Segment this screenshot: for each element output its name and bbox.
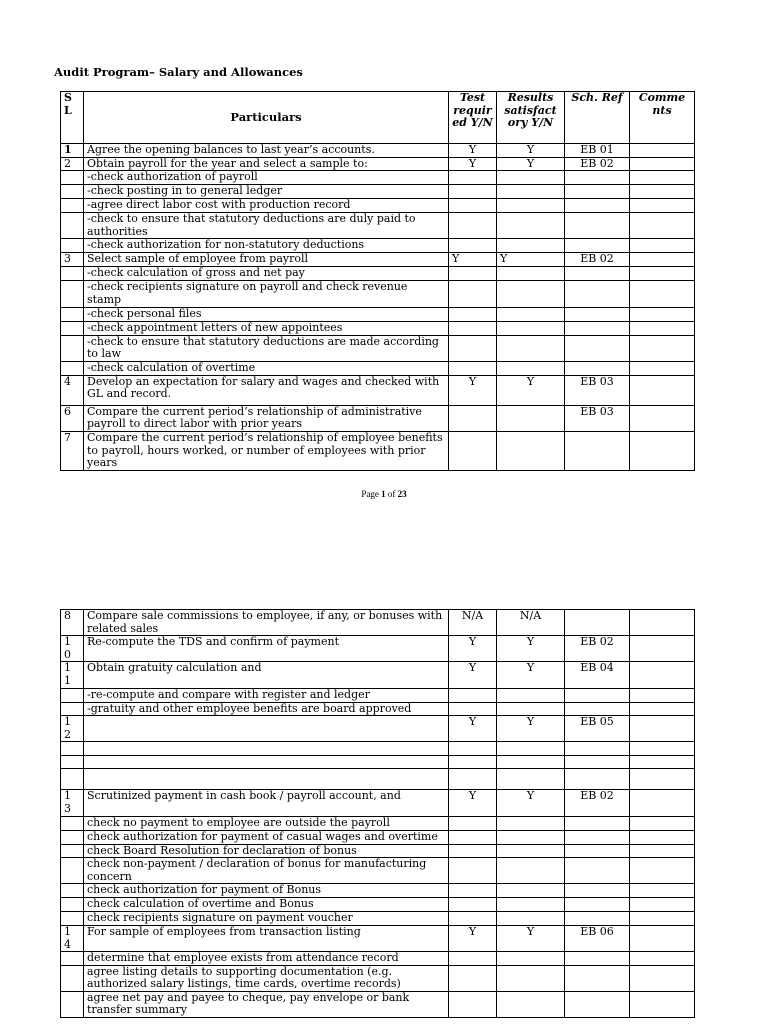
- test-required-cell: [449, 199, 497, 213]
- header-sch-ref: Sch. Ref: [565, 92, 630, 144]
- results-cell: [497, 405, 565, 431]
- sch-ref-cell: [565, 688, 630, 702]
- sch-ref-cell: [565, 816, 630, 830]
- footer-page-number: 1: [381, 489, 386, 499]
- test-required-cell: [449, 405, 497, 431]
- table-row: [61, 844, 695, 858]
- sch-ref-cell: [565, 769, 630, 790]
- table-row: [61, 199, 695, 213]
- particulars-cell: [84, 716, 449, 742]
- particulars-cell: check calculation of overtime and Bonus: [84, 898, 449, 912]
- footer-page-label: Page: [361, 489, 379, 499]
- table-row: [61, 213, 695, 239]
- sl-cell: [61, 816, 84, 830]
- sch-ref-cell: [565, 213, 630, 239]
- sch-ref-cell: [565, 844, 630, 858]
- particulars-cell: -check authorization of payroll: [84, 171, 449, 185]
- sl-cell: [61, 281, 84, 307]
- comments-cell: [630, 965, 695, 991]
- comments-cell: [630, 610, 695, 636]
- test-required-cell: [449, 830, 497, 844]
- sch-ref-cell: [565, 952, 630, 966]
- test-required-cell: [449, 431, 497, 470]
- comments-cell: [630, 925, 695, 951]
- results-cell: [497, 361, 565, 375]
- test-required-cell: [449, 688, 497, 702]
- table-row: [61, 239, 695, 253]
- results-cell: Y: [497, 253, 565, 267]
- test-required-cell: [449, 239, 497, 253]
- sch-ref-cell: [565, 610, 630, 636]
- table-row: [61, 144, 695, 158]
- results-cell: Y: [497, 662, 565, 688]
- audit-table-page-1: [60, 91, 695, 471]
- sl-cell: [61, 688, 84, 702]
- sl-cell: 1 0: [61, 636, 84, 662]
- sch-ref-cell: EB 03: [565, 405, 630, 431]
- comments-cell: [630, 213, 695, 239]
- results-cell: [497, 702, 565, 716]
- particulars-cell: check authorization for payment of casual wages and overtime: [84, 830, 449, 844]
- particulars-cell: -check to ensure that statutory deductions are duly paid to authorities: [84, 213, 449, 239]
- particulars-cell: -gratuity and other employee benefits are board approved: [84, 702, 449, 716]
- table-row: [61, 185, 695, 199]
- test-required-cell: Y: [449, 925, 497, 951]
- particulars-cell: agree listing details to supporting documentation (e.g. authorized salary listings, time cards, overtime records): [84, 965, 449, 991]
- comments-cell: [630, 756, 695, 769]
- results-cell: [497, 884, 565, 898]
- sl-cell: 2: [61, 157, 84, 171]
- comments-cell: [630, 361, 695, 375]
- table-row: [61, 157, 695, 171]
- results-cell: Y: [497, 790, 565, 816]
- header-test-required: Test requir ed Y/N: [449, 92, 497, 144]
- test-required-cell: [449, 171, 497, 185]
- sl-cell: [61, 844, 84, 858]
- sch-ref-cell: [565, 702, 630, 716]
- results-cell: [497, 844, 565, 858]
- sch-ref-cell: [565, 281, 630, 307]
- test-required-cell: [449, 858, 497, 884]
- comments-cell: [630, 321, 695, 335]
- test-required-cell: Y: [449, 144, 497, 158]
- sl-cell: [61, 185, 84, 199]
- sch-ref-cell: [565, 307, 630, 321]
- test-required-cell: Y: [449, 790, 497, 816]
- sch-ref-cell: [565, 858, 630, 884]
- table-row: [61, 790, 695, 816]
- test-required-cell: [449, 952, 497, 966]
- sl-cell: [61, 952, 84, 966]
- results-cell: [497, 307, 565, 321]
- comments-cell: [630, 267, 695, 281]
- test-required-cell: [449, 756, 497, 769]
- sl-cell: 1: [61, 144, 84, 158]
- comments-cell: [630, 769, 695, 790]
- sch-ref-cell: [565, 199, 630, 213]
- comments-cell: [630, 790, 695, 816]
- test-required-cell: [449, 844, 497, 858]
- results-cell: [497, 756, 565, 769]
- test-required-cell: [449, 884, 497, 898]
- sl-cell: 1 2: [61, 716, 84, 742]
- sl-cell: 4: [61, 375, 84, 405]
- table-row: [61, 431, 695, 470]
- results-cell: [497, 769, 565, 790]
- results-cell: [497, 171, 565, 185]
- footer-page-total: 23: [397, 489, 407, 499]
- page-footer: [0, 489, 768, 499]
- sl-cell: [61, 756, 84, 769]
- table-row: [61, 281, 695, 307]
- results-cell: [497, 281, 565, 307]
- test-required-cell: [449, 702, 497, 716]
- particulars-cell: Agree the opening balances to last year’s accounts.: [84, 144, 449, 158]
- sch-ref-cell: [565, 239, 630, 253]
- sch-ref-cell: EB 02: [565, 790, 630, 816]
- particulars-cell: Obtain gratuity calculation and: [84, 662, 449, 688]
- results-cell: [497, 816, 565, 830]
- sl-cell: [61, 830, 84, 844]
- sch-ref-cell: [565, 321, 630, 335]
- sch-ref-cell: EB 04: [565, 662, 630, 688]
- test-required-cell: [449, 965, 497, 991]
- results-cell: [497, 952, 565, 966]
- sl-cell: [61, 769, 84, 790]
- table-row: [61, 952, 695, 966]
- header-results: Results satisfact ory Y/N: [497, 92, 565, 144]
- results-cell: [497, 858, 565, 884]
- table-row: [61, 405, 695, 431]
- table-row: [61, 375, 695, 405]
- header-sl: S L: [61, 92, 84, 144]
- test-required-cell: [449, 816, 497, 830]
- table-row: [61, 636, 695, 662]
- results-cell: [497, 965, 565, 991]
- table-row: [61, 965, 695, 991]
- test-required-cell: [449, 911, 497, 925]
- document-title: Audit Program– Salary and Allowances: [54, 65, 303, 79]
- test-required-cell: [449, 991, 497, 1017]
- sch-ref-cell: [565, 830, 630, 844]
- particulars-cell: agree net pay and payee to cheque, pay envelope or bank transfer summary: [84, 991, 449, 1017]
- results-cell: [497, 213, 565, 239]
- table-row: [61, 702, 695, 716]
- particulars-cell: -check personal files: [84, 307, 449, 321]
- particulars-cell: -check posting in to general ledger: [84, 185, 449, 199]
- results-cell: [497, 239, 565, 253]
- test-required-cell: [449, 361, 497, 375]
- sl-cell: [61, 858, 84, 884]
- comments-cell: [630, 884, 695, 898]
- sch-ref-cell: [565, 965, 630, 991]
- table-row: [61, 688, 695, 702]
- particulars-cell: check Board Resolution for declaration of bonus: [84, 844, 449, 858]
- sch-ref-cell: [565, 756, 630, 769]
- results-cell: [497, 321, 565, 335]
- particulars-cell: -re-compute and compare with register and ledger: [84, 688, 449, 702]
- comments-cell: [630, 844, 695, 858]
- test-required-cell: [449, 898, 497, 912]
- sl-cell: [61, 361, 84, 375]
- test-required-cell: Y: [449, 375, 497, 405]
- sl-cell: [61, 911, 84, 925]
- test-required-cell: [449, 321, 497, 335]
- particulars-cell: Compare the current period’s relationship of employee benefits to payroll, hours worked, or number of employees with prior years: [84, 431, 449, 470]
- results-cell: Y: [497, 925, 565, 951]
- sch-ref-cell: EB 02: [565, 253, 630, 267]
- sch-ref-cell: [565, 991, 630, 1017]
- footer-of-label: of: [387, 489, 396, 499]
- results-cell: Y: [497, 144, 565, 158]
- test-required-cell: N/A: [449, 610, 497, 636]
- particulars-cell: [84, 756, 449, 769]
- comments-cell: [630, 239, 695, 253]
- particulars-cell: Re-compute the TDS and confirm of payment: [84, 636, 449, 662]
- table-row: [61, 830, 695, 844]
- table-row: [61, 610, 695, 636]
- table-row: [61, 253, 695, 267]
- results-cell: Y: [497, 157, 565, 171]
- particulars-cell: check authorization for payment of Bonus: [84, 884, 449, 898]
- sl-cell: [61, 321, 84, 335]
- particulars-cell: Compare the current period’s relationship of administrative payroll to direct labor with prior years: [84, 405, 449, 431]
- results-cell: Y: [497, 716, 565, 742]
- comments-cell: [630, 171, 695, 185]
- comments-cell: [630, 911, 695, 925]
- sl-cell: [61, 199, 84, 213]
- sch-ref-cell: EB 05: [565, 716, 630, 742]
- table-row: [61, 884, 695, 898]
- particulars-cell: [84, 742, 449, 756]
- results-cell: [497, 431, 565, 470]
- table-row: [61, 307, 695, 321]
- particulars-cell: determine that employee exists from attendance record: [84, 952, 449, 966]
- table-row: [61, 816, 695, 830]
- sl-cell: [61, 965, 84, 991]
- test-required-cell: [449, 267, 497, 281]
- results-cell: [497, 742, 565, 756]
- sl-cell: 8: [61, 610, 84, 636]
- test-required-cell: [449, 769, 497, 790]
- results-cell: [497, 830, 565, 844]
- test-required-cell: [449, 281, 497, 307]
- sl-cell: [61, 884, 84, 898]
- results-cell: Y: [497, 636, 565, 662]
- comments-cell: [630, 281, 695, 307]
- results-cell: [497, 267, 565, 281]
- table-row: [61, 321, 695, 335]
- test-required-cell: Y: [449, 636, 497, 662]
- comments-cell: [630, 144, 695, 158]
- particulars-cell: Select sample of employee from payroll: [84, 253, 449, 267]
- particulars-cell: -check to ensure that statutory deductions are made according to law: [84, 335, 449, 361]
- particulars-cell: For sample of employees from transaction listing: [84, 925, 449, 951]
- table-header-row: [61, 92, 695, 144]
- sl-cell: [61, 335, 84, 361]
- results-cell: [497, 991, 565, 1017]
- particulars-cell: [84, 769, 449, 790]
- test-required-cell: [449, 213, 497, 239]
- sch-ref-cell: [565, 898, 630, 912]
- test-required-cell: Y: [449, 716, 497, 742]
- particulars-cell: Develop an expectation for salary and wages and checked with GL and record.: [84, 375, 449, 405]
- results-cell: [497, 185, 565, 199]
- comments-cell: [630, 253, 695, 267]
- sch-ref-cell: [565, 884, 630, 898]
- sch-ref-cell: [565, 171, 630, 185]
- test-required-cell: Y: [449, 662, 497, 688]
- test-required-cell: Y: [449, 157, 497, 171]
- comments-cell: [630, 307, 695, 321]
- sl-cell: 1 3: [61, 790, 84, 816]
- results-cell: Y: [497, 375, 565, 405]
- comments-cell: [630, 898, 695, 912]
- comments-cell: [630, 662, 695, 688]
- particulars-cell: check no payment to employee are outside the payroll: [84, 816, 449, 830]
- comments-cell: [630, 688, 695, 702]
- sch-ref-cell: EB 01: [565, 144, 630, 158]
- sch-ref-cell: EB 06: [565, 925, 630, 951]
- particulars-cell: Scrutinized payment in cash book / payroll account, and: [84, 790, 449, 816]
- sch-ref-cell: [565, 361, 630, 375]
- sch-ref-cell: EB 02: [565, 157, 630, 171]
- sch-ref-cell: [565, 185, 630, 199]
- table-row: [61, 858, 695, 884]
- table-row: [61, 335, 695, 361]
- table-row: [61, 911, 695, 925]
- sl-cell: [61, 171, 84, 185]
- sl-cell: 1 4: [61, 925, 84, 951]
- comments-cell: [630, 742, 695, 756]
- particulars-cell: -check calculation of gross and net pay: [84, 267, 449, 281]
- results-cell: [497, 335, 565, 361]
- particulars-cell: check non-payment / declaration of bonus for manufacturing concern: [84, 858, 449, 884]
- results-cell: N/A: [497, 610, 565, 636]
- comments-cell: [630, 636, 695, 662]
- particulars-cell: -check recipients signature on payroll and check revenue stamp: [84, 281, 449, 307]
- sch-ref-cell: EB 02: [565, 636, 630, 662]
- comments-cell: [630, 991, 695, 1017]
- particulars-cell: -agree direct labor cost with production record: [84, 199, 449, 213]
- sch-ref-cell: [565, 431, 630, 470]
- particulars-cell: Obtain payroll for the year and select a sample to:: [84, 157, 449, 171]
- test-required-cell: [449, 185, 497, 199]
- comments-cell: [630, 816, 695, 830]
- sl-cell: 3: [61, 253, 84, 267]
- sl-cell: [61, 239, 84, 253]
- test-required-cell: [449, 307, 497, 321]
- particulars-cell: -check authorization for non-statutory deductions: [84, 239, 449, 253]
- sch-ref-cell: EB 03: [565, 375, 630, 405]
- sl-cell: [61, 991, 84, 1017]
- comments-cell: [630, 185, 695, 199]
- results-cell: [497, 199, 565, 213]
- results-cell: [497, 898, 565, 912]
- results-cell: [497, 911, 565, 925]
- sl-cell: [61, 742, 84, 756]
- sch-ref-cell: [565, 267, 630, 281]
- results-cell: [497, 688, 565, 702]
- header-particulars: Particulars: [84, 92, 449, 144]
- table-row: [61, 742, 695, 756]
- table-row: [61, 361, 695, 375]
- comments-cell: [630, 199, 695, 213]
- table-row: [61, 267, 695, 281]
- table-row: [61, 171, 695, 185]
- comments-cell: [630, 702, 695, 716]
- comments-cell: [630, 716, 695, 742]
- comments-cell: [630, 952, 695, 966]
- sl-cell: [61, 213, 84, 239]
- comments-cell: [630, 157, 695, 171]
- table-row: [61, 756, 695, 769]
- comments-cell: [630, 858, 695, 884]
- comments-cell: [630, 431, 695, 470]
- particulars-cell: Compare sale commissions to employee, if any, or bonuses with related sales: [84, 610, 449, 636]
- table-row: [61, 898, 695, 912]
- test-required-cell: [449, 335, 497, 361]
- table-row: [61, 716, 695, 742]
- table-row: [61, 769, 695, 790]
- particulars-cell: -check appointment letters of new appointees: [84, 321, 449, 335]
- particulars-cell: check recipients signature on payment voucher: [84, 911, 449, 925]
- sl-cell: 7: [61, 431, 84, 470]
- comments-cell: [630, 405, 695, 431]
- particulars-cell: -check calculation of overtime: [84, 361, 449, 375]
- table-row: [61, 662, 695, 688]
- test-required-cell: Y: [449, 253, 497, 267]
- sl-cell: 6: [61, 405, 84, 431]
- comments-cell: [630, 335, 695, 361]
- sl-cell: [61, 898, 84, 912]
- sl-cell: [61, 267, 84, 281]
- sch-ref-cell: [565, 742, 630, 756]
- header-comments: Comme nts: [630, 92, 695, 144]
- table-row: [61, 925, 695, 951]
- sl-cell: 1 1: [61, 662, 84, 688]
- test-required-cell: [449, 742, 497, 756]
- comments-cell: [630, 375, 695, 405]
- sch-ref-cell: [565, 335, 630, 361]
- table-row: [61, 991, 695, 1017]
- comments-cell: [630, 830, 695, 844]
- sch-ref-cell: [565, 911, 630, 925]
- sl-cell: [61, 702, 84, 716]
- audit-table-page-2: [60, 609, 695, 1018]
- sl-cell: [61, 307, 84, 321]
